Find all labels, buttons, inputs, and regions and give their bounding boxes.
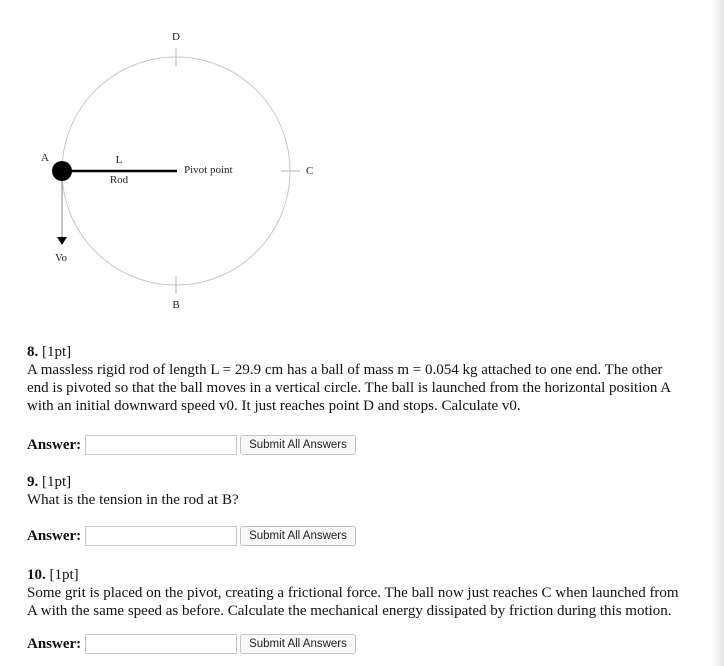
label-d: D xyxy=(172,31,180,43)
label-a: A xyxy=(41,152,49,164)
question-8-line-1: A massless rigid rod of length L = 29.9 cm has a ball of mass m = 0.054 kg attached to one end. The other xyxy=(27,362,663,378)
question-8-header xyxy=(27,343,671,361)
question-10-number: 10. xyxy=(27,567,46,583)
label-vo: Vo xyxy=(54,252,68,264)
question-8 xyxy=(27,343,671,415)
ball xyxy=(52,161,72,181)
answer-input-8[interactable] xyxy=(85,435,237,455)
label-pivot-point: Pivot point xyxy=(184,164,233,176)
question-10-points: [1pt] xyxy=(49,567,79,583)
answer-label-8: Answer: xyxy=(27,437,82,453)
question-8-points: [1pt] xyxy=(42,344,72,360)
vertical-circle-diagram xyxy=(0,0,724,330)
submit-all-answers-button-8[interactable]: Submit All Answers xyxy=(240,435,356,455)
label-l: L xyxy=(115,154,123,166)
velocity-arrowhead xyxy=(57,237,67,245)
question-10 xyxy=(27,566,679,620)
question-10-header xyxy=(27,566,679,584)
question-10-line-2: A with the same speed as before. Calculate the mechanical energy dissipated by friction during this motion. xyxy=(27,603,672,619)
question-8-number: 8. xyxy=(27,344,39,360)
question-9-header xyxy=(27,473,239,491)
question-9-text xyxy=(27,491,239,509)
question-10-line-1: Some grit is placed on the pivot, creating a frictional force. The ball now just reaches C when launched from xyxy=(27,585,679,601)
question-9-points: [1pt] xyxy=(42,474,72,490)
question-8-line-2: end is pivoted so that the ball moves in a vertical circle. The ball is launched from the horizontal position A xyxy=(27,380,672,396)
question-9-number: 9. xyxy=(27,474,39,490)
submit-all-answers-button-9[interactable]: Submit All Answers xyxy=(240,526,356,546)
question-8-line-3: with an initial downward speed v0. It just reaches point D and stops. Calculate v0. xyxy=(27,398,521,414)
answer-label-10: Answer: xyxy=(27,636,82,652)
answer-label-9: Answer: xyxy=(27,528,82,544)
question-9 xyxy=(27,473,239,509)
label-c: C xyxy=(306,165,314,177)
label-b: B xyxy=(172,299,180,311)
question-8-text xyxy=(27,361,671,415)
answer-input-10[interactable] xyxy=(85,634,237,654)
question-9-line-1: What is the tension in the rod at B? xyxy=(27,492,239,508)
question-10-text xyxy=(27,584,679,620)
submit-all-answers-button-10[interactable]: Submit All Answers xyxy=(240,634,356,654)
answer-input-9[interactable] xyxy=(85,526,237,546)
label-rod: Rod xyxy=(109,174,129,186)
